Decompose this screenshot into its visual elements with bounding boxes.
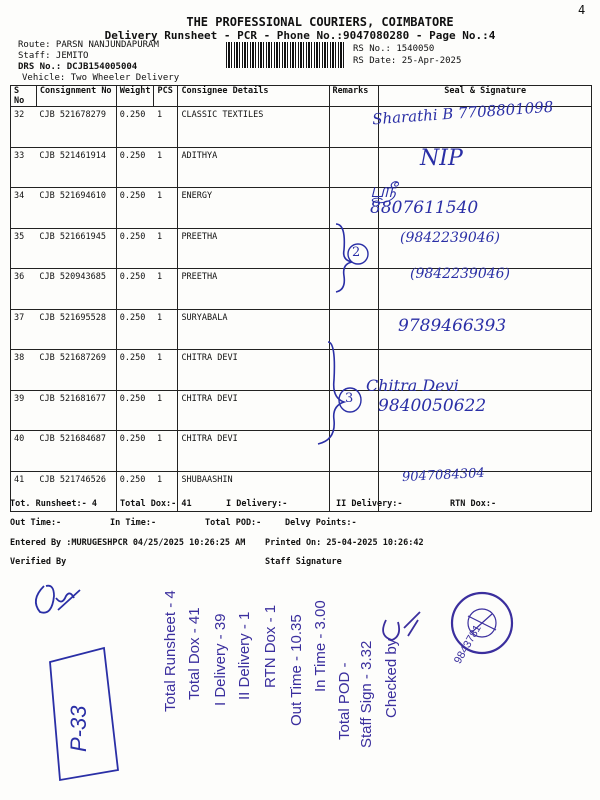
cell-pcs: 1 bbox=[154, 269, 178, 310]
in-time: In Time:- bbox=[110, 518, 157, 528]
total-pod: Total POD:- bbox=[205, 518, 262, 528]
runsheet-subtitle: Delivery Runsheet - PCR - Phone No.:9047080280 - Page No.:4 bbox=[104, 29, 496, 42]
handwritten-phone-41: 9047084304 bbox=[401, 465, 486, 486]
cell-weight: 0.250 bbox=[116, 309, 154, 350]
stamp-rtn-dox: RTN Dox - 1 bbox=[262, 604, 279, 688]
cell-pcs: 1 bbox=[154, 431, 178, 472]
note-p33: P-33 bbox=[66, 705, 91, 752]
stamp-staff-sign: Staff Sign - 3.32 bbox=[358, 640, 375, 748]
cell-consignee: SHUBAASHIN bbox=[178, 471, 329, 512]
cell-pcs: 1 bbox=[154, 471, 178, 512]
tot-runsheet: Tot. Runsheet:- 4 bbox=[10, 499, 97, 509]
handwritten-phone-37: 9789466393 bbox=[398, 316, 507, 336]
cell-consignee: SURYABALA bbox=[178, 309, 329, 350]
cell-sno: 39 bbox=[11, 390, 37, 431]
handwritten-signature-32: Sharathi B 7708801098 bbox=[371, 97, 554, 129]
cell-consignment: CJB 521694610 bbox=[36, 188, 116, 229]
handwritten-name-38: Chitra Devi bbox=[366, 376, 459, 395]
cell-pcs: 1 bbox=[154, 228, 178, 269]
stamp-total-dox: Total Dox - 41 bbox=[186, 607, 203, 700]
cell-consignment: CJB 521746526 bbox=[36, 471, 116, 512]
cell-weight: 0.250 bbox=[116, 269, 154, 310]
delvy-points: Delvy Points:- bbox=[285, 518, 357, 528]
handwritten-phone-36: (9842239046) bbox=[410, 266, 510, 282]
handwritten-note-33: NIP bbox=[420, 146, 463, 171]
stamp-out-time: Out Time - 10.35 bbox=[288, 614, 305, 726]
cell-consignee: ADITHYA bbox=[178, 147, 329, 188]
cell-consignment: CJB 521684687 bbox=[36, 431, 116, 472]
col-remarks: Remarks bbox=[329, 86, 379, 107]
col-seal: Seal & Signature bbox=[379, 86, 592, 107]
cell-sno: 38 bbox=[11, 350, 37, 391]
i-delivery: I Delivery:- bbox=[226, 499, 288, 509]
drs-label: DRS No.: DCJB154005004 bbox=[18, 62, 138, 72]
cell-weight: 0.250 bbox=[116, 350, 154, 391]
rs-no: RS No.: 1540050 bbox=[353, 44, 435, 54]
cell-weight: 0.250 bbox=[116, 188, 154, 229]
col-consignment: Consignment No bbox=[36, 86, 116, 107]
cell-consignee: CHITRA DEVI bbox=[178, 350, 329, 391]
cell-sno: 40 bbox=[11, 431, 37, 472]
circled-number-3: 3 bbox=[345, 391, 354, 406]
cell-consignment: CJB 521695528 bbox=[36, 309, 116, 350]
stamp-total-runsheet: Total Runsheet - 4 bbox=[162, 590, 179, 712]
stamp-i-delivery: I Delivery - 39 bbox=[212, 613, 229, 706]
stamp-checked-by: Checked by bbox=[383, 638, 400, 718]
stamp-in-time: In Time - 3.00 bbox=[312, 600, 329, 692]
total-dox: Total Dox:- 41 bbox=[120, 499, 192, 509]
handwritten-phone-35: (9842239046) bbox=[400, 230, 500, 246]
route-label: Route: PARSN NANJUNDAPURAM bbox=[18, 40, 159, 50]
cell-weight: 0.250 bbox=[116, 390, 154, 431]
entered-by: Entered By :MURUGESHPCR 04/25/2025 10:26:25 AM bbox=[10, 538, 246, 548]
page-corner-mark: 4 bbox=[578, 3, 586, 17]
staff-signature: Staff Signature bbox=[265, 557, 342, 567]
cell-consignment: CJB 521461914 bbox=[36, 147, 116, 188]
cell-sno: 37 bbox=[11, 309, 37, 350]
cell-consignee: CHITRA DEVI bbox=[178, 390, 329, 431]
col-weight: Weight bbox=[116, 86, 154, 107]
cell-consignee: ENERGY bbox=[178, 188, 329, 229]
cell-sno: 32 bbox=[11, 107, 37, 148]
cell-sno: 35 bbox=[11, 228, 37, 269]
cell-pcs: 1 bbox=[154, 309, 178, 350]
vehicle-label: Vehicle: Two Wheeler Delivery bbox=[22, 73, 180, 83]
handwritten-phone-38: 9840050622 bbox=[378, 396, 487, 416]
col-pcs: PCS bbox=[154, 86, 178, 107]
cell-consignee: PREETHA bbox=[178, 269, 329, 310]
cell-weight: 0.250 bbox=[116, 471, 154, 512]
cell-sno: 41 bbox=[11, 471, 37, 512]
cell-sno: 36 bbox=[11, 269, 37, 310]
cell-consignee: CHITRA DEVI bbox=[178, 431, 329, 472]
cell-sno: 34 bbox=[11, 188, 37, 229]
circled-number-2: 2 bbox=[352, 245, 361, 260]
col-consignee: Consignee Details bbox=[178, 86, 329, 107]
printed-on: Printed On: 25-04-2025 10:26:42 bbox=[265, 538, 424, 548]
cell-weight: 0.250 bbox=[116, 228, 154, 269]
verified-by: Verified By bbox=[10, 557, 67, 567]
stamp-total-pod: Total POD - bbox=[336, 662, 353, 740]
cell-consignment: CJB 521661945 bbox=[36, 228, 116, 269]
company-title: THE PROFESSIONAL COURIERS, COIMBATORE bbox=[186, 15, 454, 29]
rtn-dox: RTN Dox:- bbox=[450, 499, 497, 509]
staff-label: Staff: JEMITO bbox=[18, 51, 89, 61]
cell-pcs: 1 bbox=[154, 188, 178, 229]
cell-weight: 0.250 bbox=[116, 431, 154, 472]
handwritten-phone-34: 8807611540 bbox=[370, 198, 479, 218]
cell-consignee: PREETHA bbox=[178, 228, 329, 269]
cell-sno: 33 bbox=[11, 147, 37, 188]
cell-weight: 0.250 bbox=[116, 107, 154, 148]
cell-consignee: CLASSIC TEXTILES bbox=[178, 107, 329, 148]
col-sno: S No bbox=[11, 86, 37, 107]
stamp-ii-delivery: II Delivery - 1 bbox=[236, 611, 253, 700]
ii-delivery: II Delivery:- bbox=[336, 499, 403, 509]
cell-pcs: 1 bbox=[154, 350, 178, 391]
cell-pcs: 1 bbox=[154, 147, 178, 188]
cell-weight: 0.250 bbox=[116, 147, 154, 188]
cell-pcs: 1 bbox=[154, 107, 178, 148]
out-time: Out Time:- bbox=[10, 518, 62, 528]
cell-pcs: 1 bbox=[154, 390, 178, 431]
cell-consignment: CJB 520943685 bbox=[36, 269, 116, 310]
handwritten-signature-34: ஸ்ரீ bbox=[370, 178, 397, 202]
rs-date: RS Date: 25-Apr-2025 bbox=[353, 56, 462, 66]
round-stamp-number: 9843781 bbox=[452, 622, 484, 666]
cell-consignment: CJB 521681677 bbox=[36, 390, 116, 431]
cell-consignment: CJB 521678279 bbox=[36, 107, 116, 148]
cell-consignment: CJB 521687269 bbox=[36, 350, 116, 391]
